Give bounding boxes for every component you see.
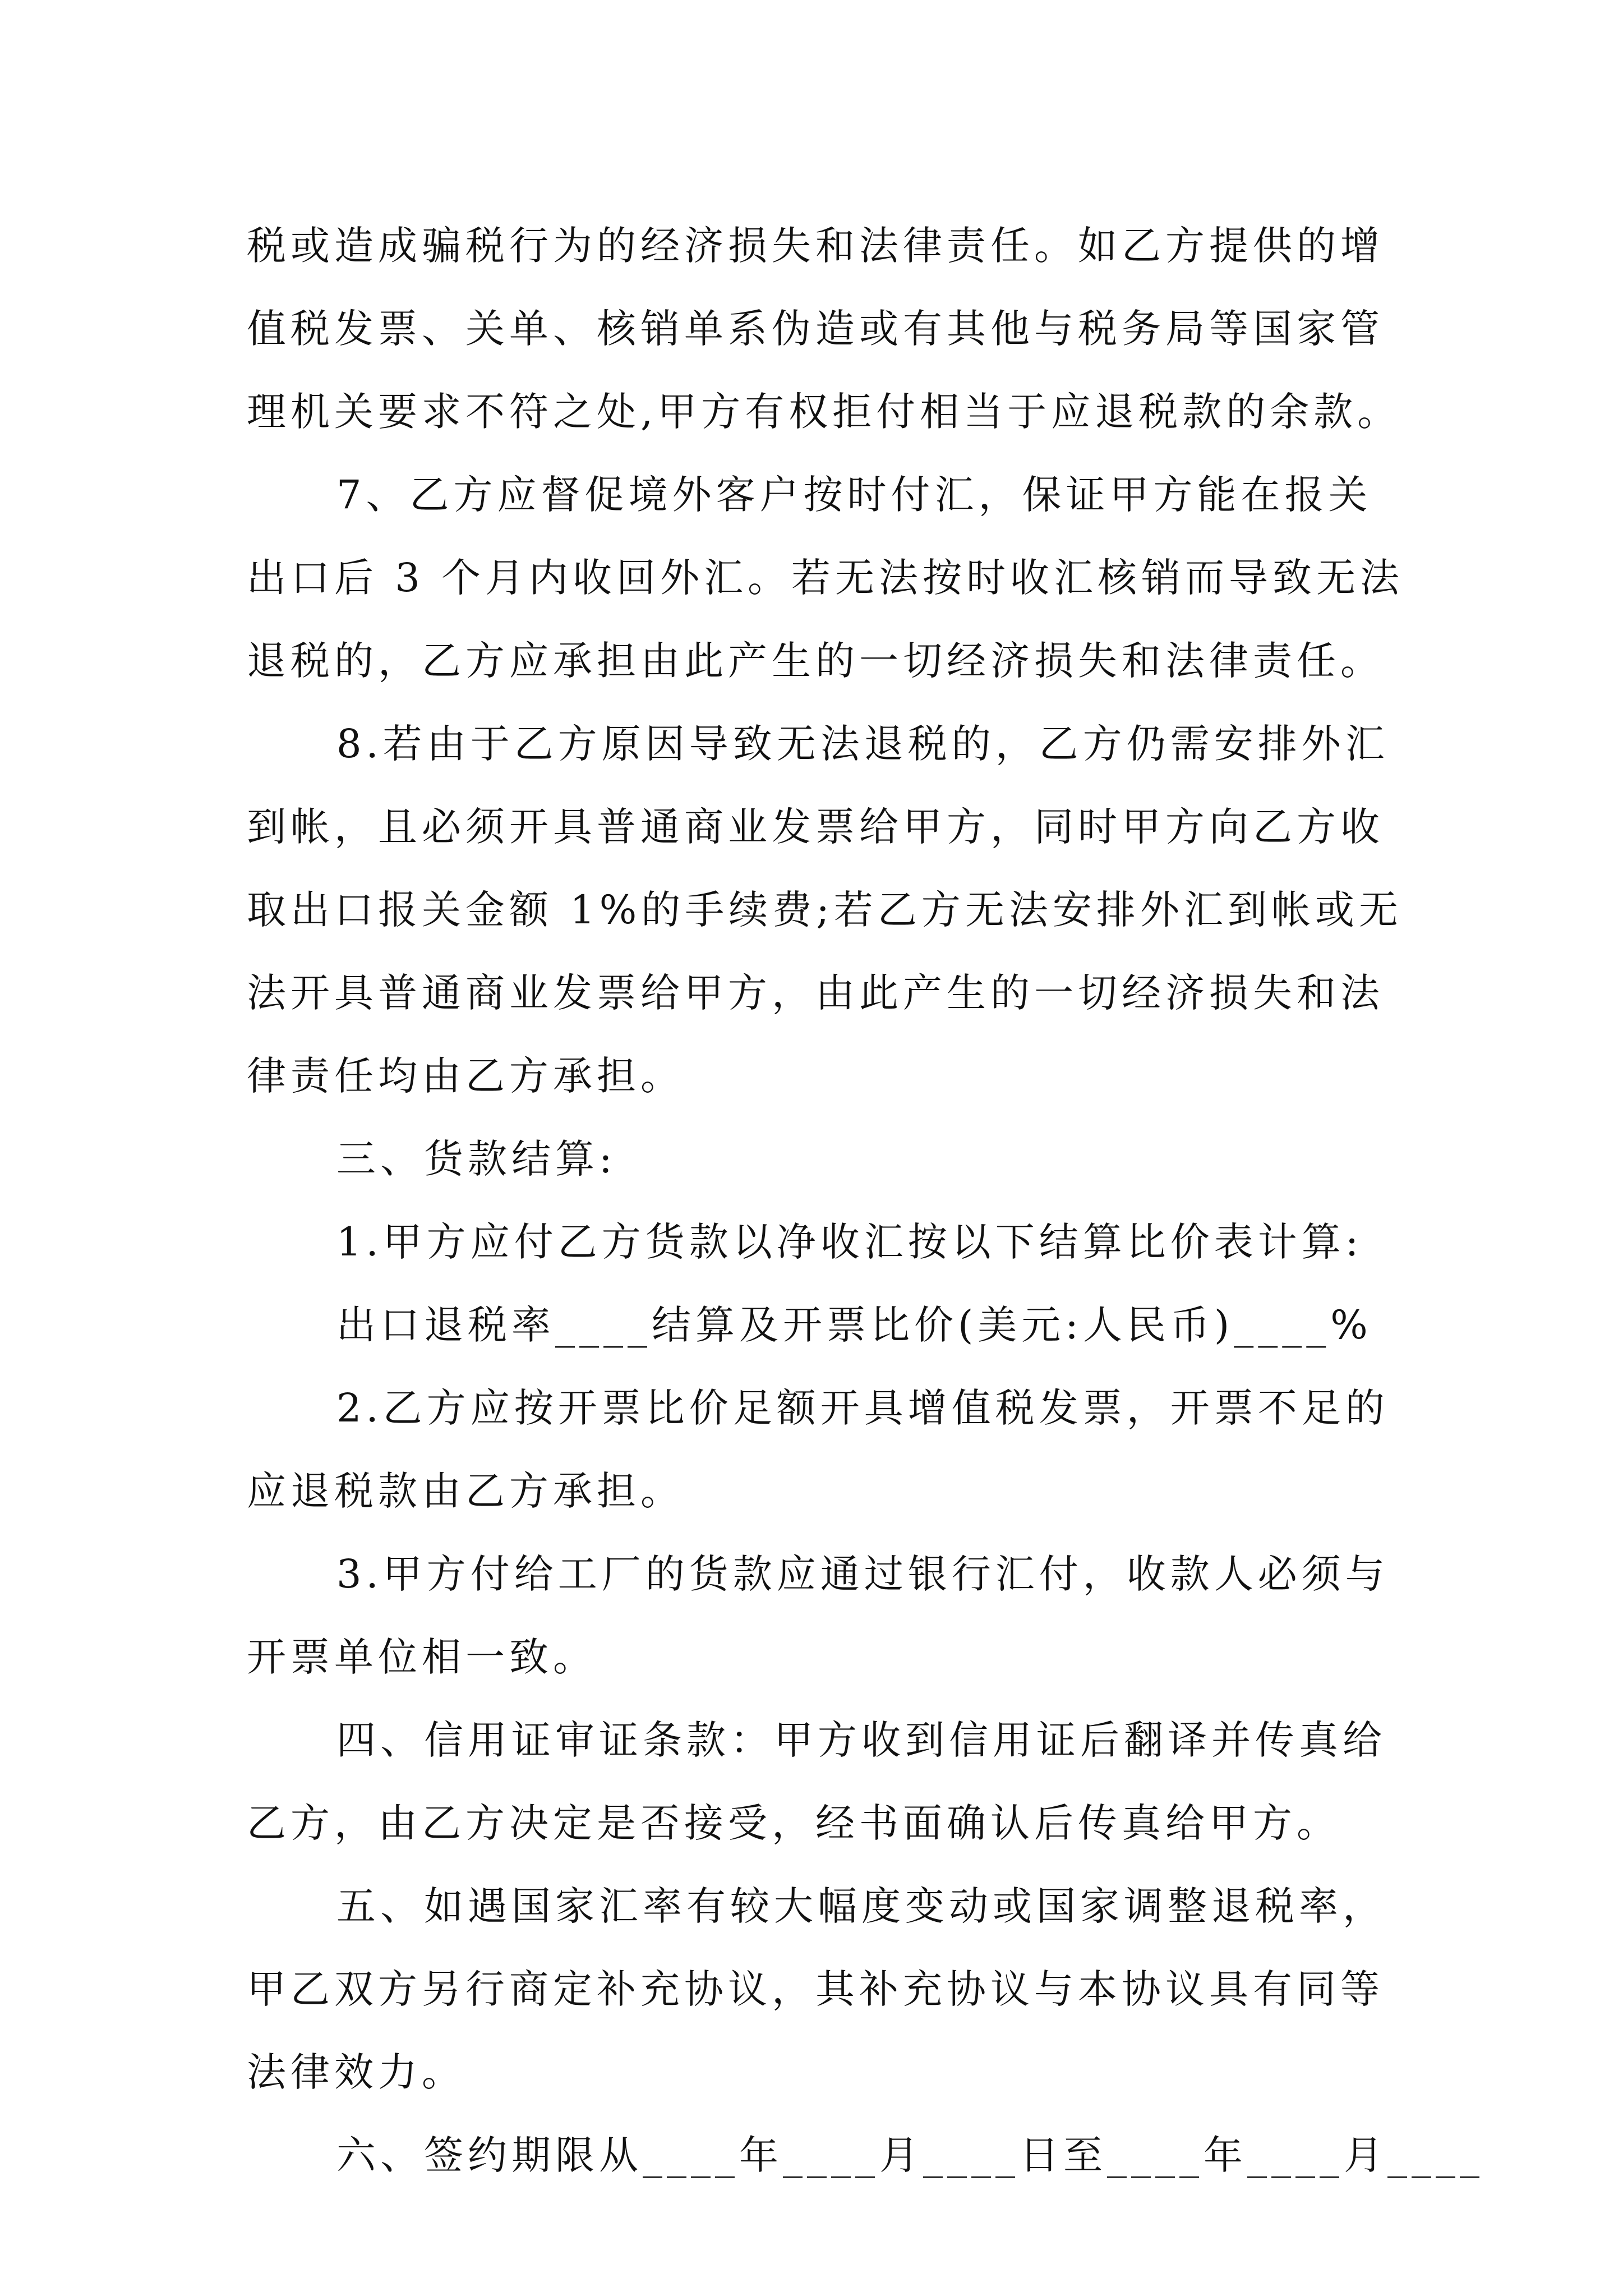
text-line: 应退税款由乙方承担。 [247, 1468, 684, 1514]
text-line: 到帐，且必须开具普通商业发票给甲方，同时甲方向乙方收 [247, 804, 1384, 850]
text-line: 取出口报关金额 1%的手续费;若乙方无法安排外汇到帐或无 [247, 887, 1403, 933]
section-heading: 三、货款结算: [336, 1136, 617, 1182]
text-line: 税或造成骗税行为的经济损失和法律责任。如乙方提供的增 [247, 223, 1384, 269]
text-line: 法开具普通商业发票给甲方，由此产生的一切经济损失和法 [247, 970, 1384, 1016]
text-line: 乙方，由乙方决定是否接受，经书面确认后传真给甲方。 [247, 1800, 1340, 1846]
text-line: 7、乙方应督促境外客户按时付汇，保证甲方能在报关 [336, 472, 1372, 518]
text-line: 四、信用证审证条款：甲方收到信用证后翻译并传真给 [336, 1717, 1386, 1763]
text-line: 值税发票、关单、核销单系伪造或有其他与税务局等国家管 [247, 306, 1384, 352]
text-line: 退税的，乙方应承担由此产生的一切经济损失和法律责任。 [247, 638, 1384, 684]
text-line: 理机关要求不符之处,甲方有权拒付相当于应退税款的余款。 [247, 389, 1401, 435]
text-line: 出口退税率____结算及开票比价(美元:人民币)____% [336, 1302, 1372, 1348]
text-line: 1.甲方应付乙方货款以净收汇按以下结算比价表计算: [336, 1219, 1363, 1265]
text-line: 出口后 3 个月内收回外汇。若无法按时收汇核销而导致无法 [247, 555, 1404, 601]
text-line: 五、如遇国家汇率有较大幅度变动或国家调整退税率， [336, 1883, 1386, 1929]
text-line: 法律效力。 [247, 2049, 465, 2095]
text-line: 甲乙双方另行商定补充协议，其补充协议与本协议具有同等 [247, 1966, 1384, 2012]
text-line: 律责任均由乙方承担。 [247, 1053, 684, 1099]
text-line: 开票单位相一致。 [247, 1634, 597, 1680]
text-line: 3.甲方付给工厂的货款应通过银行汇付，收款人必须与 [336, 1551, 1389, 1597]
text-line: 六、签约期限从____年____月____日至____年____月____ [336, 2132, 1484, 2178]
text-line: 2.乙方应按开票比价足额开具增值税发票，开票不足的 [336, 1385, 1389, 1431]
text-line: 8.若由于乙方原因导致无法退税的，乙方仍需安排外汇 [336, 721, 1389, 767]
